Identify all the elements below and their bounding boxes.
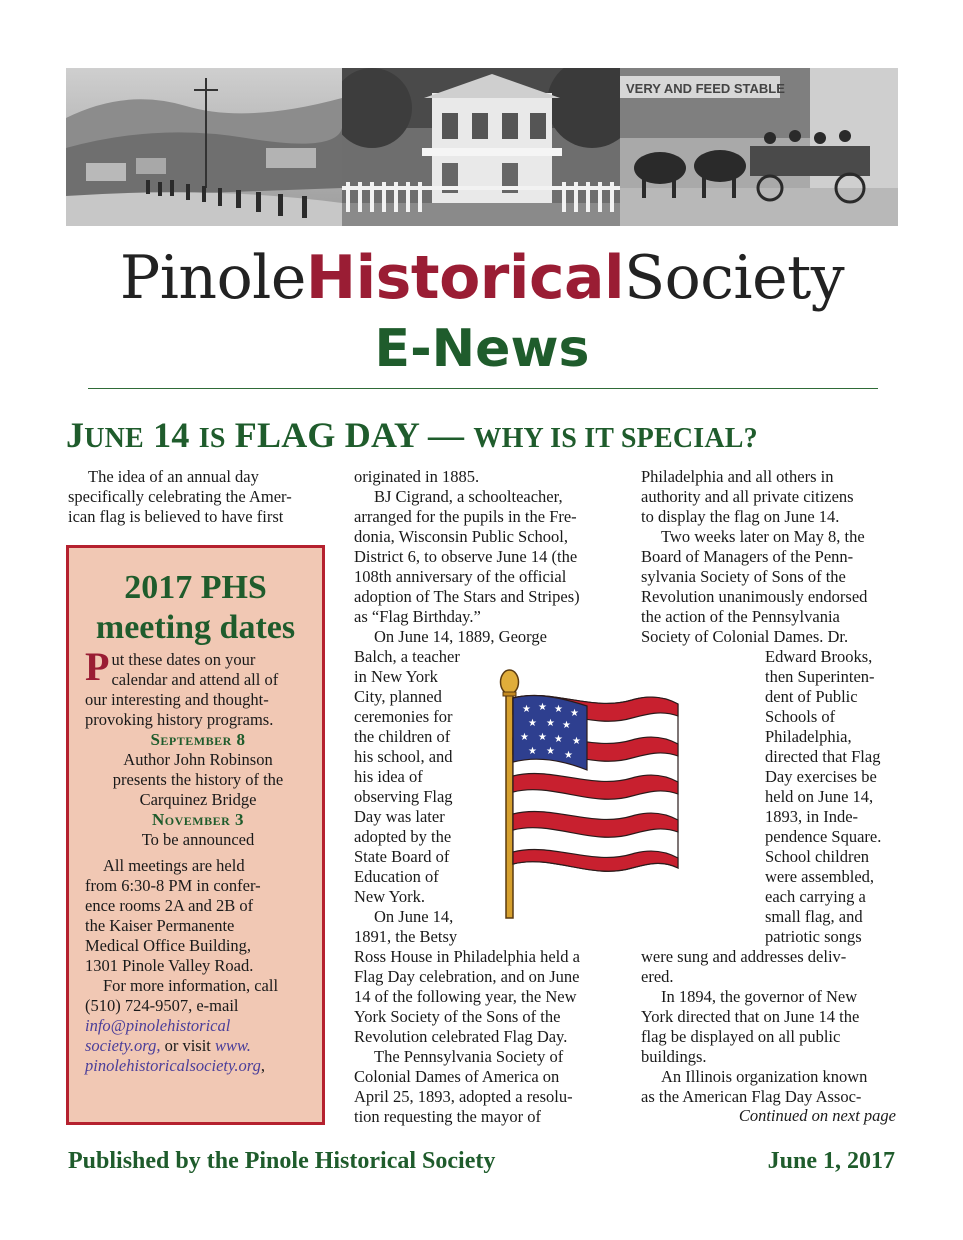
text-line: tion requesting the mayor of bbox=[354, 1107, 541, 1126]
text-line: New York. bbox=[354, 887, 426, 906]
text-line: patriotic songs bbox=[765, 927, 862, 946]
text-line: ered. bbox=[641, 967, 674, 986]
text-line: were assembled, bbox=[765, 867, 875, 886]
headline-une: UNE bbox=[84, 423, 144, 454]
text-line: April 25, 1893, adopted a resolu- bbox=[354, 1087, 573, 1106]
text-line: York Society of the Sons of the bbox=[354, 1007, 561, 1026]
wrapped-text bbox=[765, 647, 899, 947]
text-line: directed that Flag bbox=[765, 747, 881, 766]
svg-text:★: ★ bbox=[564, 750, 573, 761]
text-line: small flag, and bbox=[765, 907, 863, 926]
text-line: Flag Day celebration, and on June bbox=[354, 967, 580, 986]
text-line: School children bbox=[765, 847, 870, 866]
meeting-dates-box bbox=[66, 545, 325, 1125]
text-line: In 1894, the governor of New bbox=[661, 987, 858, 1006]
svg-text:★: ★ bbox=[520, 732, 529, 743]
text-line: State Board of bbox=[354, 847, 450, 866]
headline-flag-day: FLAG DAY — bbox=[225, 415, 474, 455]
box-title-line: 2017 PHS bbox=[124, 569, 267, 606]
meeting-line: To be announced bbox=[141, 830, 255, 849]
svg-text:★: ★ bbox=[522, 704, 531, 715]
box-title bbox=[69, 568, 322, 648]
text-line: donia, Wisconsin Public School, bbox=[354, 527, 568, 546]
location-line: the Kaiser Permanente bbox=[85, 916, 235, 935]
text-line: as the American Flag Day Assoc- bbox=[641, 1087, 862, 1106]
text-line: flag be displayed on all public bbox=[641, 1027, 841, 1046]
text-line: ceremonies for bbox=[354, 707, 453, 726]
headline-why: WHY IS IT SPECIAL? bbox=[473, 423, 758, 454]
text-line: Society of Colonial Dames. Dr. bbox=[641, 627, 849, 646]
text-line: Day was later bbox=[354, 807, 445, 826]
masthead-pinole: Pinole bbox=[119, 243, 306, 313]
article-headline bbox=[66, 412, 898, 462]
text-line: observing Flag bbox=[354, 787, 453, 806]
text-line: Revolution unanimously endorsed bbox=[641, 587, 868, 606]
text-line: dent of Public bbox=[765, 687, 858, 706]
meeting-line: Carquinez Bridge bbox=[139, 790, 257, 809]
text-line: then Superinten- bbox=[765, 667, 875, 686]
text-line: 14 of the following year, the New bbox=[354, 987, 577, 1006]
text-line: authority and all private citizens bbox=[641, 487, 854, 506]
website-link[interactable]: www. bbox=[215, 1036, 251, 1055]
svg-text:★: ★ bbox=[546, 746, 555, 757]
text-line: BJ Cigrand, a schoolteacher, bbox=[374, 487, 563, 506]
text-line: Philadelphia, bbox=[765, 727, 852, 746]
svg-text:★: ★ bbox=[562, 720, 571, 731]
box-title-line: meeting dates bbox=[95, 609, 296, 646]
text-line: Board of Managers of the Penn- bbox=[641, 547, 854, 566]
text-line: The Pennsylvania Society of bbox=[374, 1047, 564, 1066]
text-line: On June 14, bbox=[374, 907, 454, 926]
text-line: The idea of an annual day bbox=[88, 467, 259, 486]
text-line: District 6, to observe June 14 (the bbox=[354, 547, 578, 566]
article-column-1 bbox=[68, 467, 328, 527]
svg-text:★: ★ bbox=[528, 746, 537, 757]
photo-livery-stable bbox=[620, 68, 898, 226]
or-visit-text: or visit bbox=[160, 1036, 216, 1055]
text-line: adopted by the bbox=[354, 827, 452, 846]
meeting-line: Author John Robinson bbox=[123, 750, 273, 769]
headline-is: IS bbox=[198, 423, 226, 454]
text-line: 108th anniversary of the official bbox=[354, 567, 567, 586]
text-line: held on June 14, bbox=[765, 787, 874, 806]
footer-publisher: Published by the Pinole Historical Society bbox=[68, 1148, 496, 1174]
text-line: arranged for the pupils in the Fre- bbox=[354, 507, 577, 526]
american-flag-illustration bbox=[492, 668, 684, 920]
svg-text:★: ★ bbox=[538, 702, 547, 713]
info-line: (510) 724-9507, e-mail bbox=[85, 996, 239, 1015]
text-line: 1893, in Inde- bbox=[765, 807, 859, 826]
footer-date: June 1, 2017 bbox=[767, 1148, 895, 1174]
masthead-subtitle: E-News bbox=[374, 319, 590, 379]
continued-note: Continued on next page bbox=[738, 1106, 896, 1125]
text-line: Balch, a teacher bbox=[354, 647, 460, 666]
text-line: originated in 1885. bbox=[354, 467, 480, 486]
intro-line: provoking history programs. bbox=[85, 710, 274, 729]
headline-fourteen: 14 bbox=[143, 415, 199, 455]
text-line: On June 14, 1889, George bbox=[374, 627, 547, 646]
text-line: each carrying a bbox=[765, 887, 866, 906]
meeting-date: September 8 bbox=[150, 730, 246, 749]
meeting-date: November 3 bbox=[151, 810, 245, 829]
svg-text:★: ★ bbox=[546, 718, 555, 729]
meeting-line: presents the history of the bbox=[112, 770, 284, 789]
text-line: in New York bbox=[354, 667, 438, 686]
masthead-title bbox=[66, 238, 898, 318]
svg-text:VERY AND FEED STABLE: VERY AND FEED STABLE bbox=[626, 81, 785, 96]
banner-photos bbox=[66, 68, 898, 226]
text-line: Revolution celebrated Flag Day. bbox=[354, 1027, 568, 1046]
svg-text:★: ★ bbox=[554, 734, 563, 745]
text-line: Colonial Dames of America on bbox=[354, 1067, 560, 1086]
text-line: to display the flag on June 14. bbox=[641, 507, 840, 526]
text-line: Edward Brooks, bbox=[765, 647, 873, 666]
text-line: buildings. bbox=[641, 1047, 707, 1066]
text-line: City, planned bbox=[354, 687, 442, 706]
location-line: from 6:30-8 PM in confer- bbox=[85, 876, 261, 895]
svg-text:★: ★ bbox=[554, 704, 563, 715]
email-link[interactable]: society.org, bbox=[85, 1036, 161, 1055]
text-line: York directed that on June 14 the bbox=[641, 1007, 860, 1026]
box-body bbox=[85, 644, 311, 1076]
location-line: All meetings are held bbox=[103, 856, 245, 875]
text-line: his school, and bbox=[354, 747, 453, 766]
email-link[interactable]: info@pinolehistorical bbox=[85, 1016, 231, 1035]
text-line: as “Flag Birthday.” bbox=[354, 607, 481, 626]
text-line: specifically celebrating the Amer- bbox=[68, 487, 292, 506]
photo-road-parade bbox=[66, 68, 342, 226]
text-line: the action of the Pennsylvania bbox=[641, 607, 840, 626]
drop-cap: P bbox=[85, 644, 110, 689]
text-line: were sung and addresses deliv- bbox=[641, 947, 847, 966]
website-link[interactable]: pinolehistoricalsociety.org bbox=[85, 1056, 261, 1075]
text-line: Schools of bbox=[765, 707, 836, 726]
svg-text:★: ★ bbox=[528, 718, 537, 729]
photo-victorian-house bbox=[342, 68, 620, 226]
text-line: his idea of bbox=[354, 767, 423, 786]
masthead-divider bbox=[88, 388, 878, 389]
headline-cap-j: J bbox=[66, 415, 85, 455]
location-line: 1301 Pinole Valley Road. bbox=[85, 956, 254, 975]
text-line: Day exercises be bbox=[765, 767, 877, 786]
text-line: 1891, the Betsy bbox=[354, 927, 458, 946]
location-line: Medical Office Building, bbox=[85, 936, 252, 955]
text-line: adoption of The Stars and Stripes) bbox=[354, 587, 580, 606]
intro-line: ut these dates on your bbox=[111, 650, 256, 669]
masthead-historical: Historical bbox=[305, 243, 625, 313]
text-line: Ross House in Philadelphia held a bbox=[354, 947, 580, 966]
text-line: Two weeks later on May 8, the bbox=[661, 527, 865, 546]
intro-line: calendar and attend all of bbox=[111, 670, 279, 689]
text-line: An Illinois organization known bbox=[661, 1067, 868, 1086]
text-line: Education of bbox=[354, 867, 439, 886]
text-line: sylvania Society of Sons of the bbox=[641, 567, 846, 586]
text-line: the children of bbox=[354, 727, 451, 746]
svg-text:★: ★ bbox=[538, 732, 547, 743]
masthead-society: Society bbox=[624, 243, 845, 313]
text-line: ican flag is believed to have first bbox=[68, 507, 284, 526]
info-line: For more information, call bbox=[103, 976, 279, 995]
comma: , bbox=[260, 1056, 265, 1075]
location-line: ence rooms 2A and 2B of bbox=[85, 896, 254, 915]
text-line: pendence Square. bbox=[765, 827, 882, 846]
text-line: Philadelphia and all others in bbox=[641, 467, 834, 486]
intro-line: our interesting and thought- bbox=[85, 690, 269, 709]
svg-text:★: ★ bbox=[572, 736, 581, 747]
svg-text:★: ★ bbox=[570, 708, 579, 719]
